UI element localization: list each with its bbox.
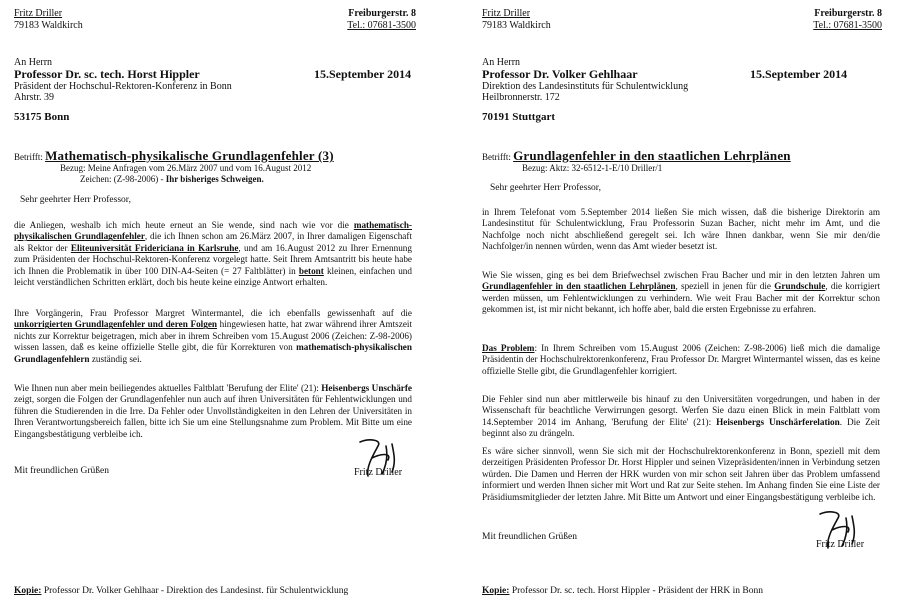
subject-label: Betrifft: (482, 152, 511, 162)
recipient-prefix: An Herrn (14, 57, 53, 68)
recipient-city: 53175 Bonn (14, 111, 70, 123)
reference-line-1: Bezug: Meine Anfragen vom 26.März 2007 und vom 16.August 2012 (60, 163, 312, 173)
sender-street: Freiburgerstr. 8 (814, 8, 882, 19)
recipient-name: Professor Dr. sc. tech. Horst Hippler (14, 67, 200, 81)
text-span: hingewiesen hatte, hat zwar während ihrer Amtszeit nichts zur Korrektur beigetragen, mich aber in ihrem Schreiben vom 15.August 2006 (Zeichen: Z-98-2006) wissen lassen, daß es keine offizielle Stelle gibt, die für Korrekturen von (14, 319, 412, 353)
emphasis: Eliteuniversität Fridericiana in Karlsruhe (70, 242, 239, 253)
copy-text: Professor Dr. sc. tech. Horst Hippler - Präsident der HRK in Bonn (509, 586, 764, 596)
subject-title: Mathematisch-physikalische Grundlagenfehler (3) (45, 148, 334, 163)
text-span: Ihre Vorgängerin, Frau Professor Margret Wintermantel, die ich ebenfalls gewissenhaft auf die (14, 308, 412, 318)
recipient-city: 70191 Stuttgart (482, 111, 556, 123)
signer-name: Fritz Driller (816, 539, 865, 550)
paragraph-1 (14, 220, 412, 288)
emphasis: unkorrigierten Grundlagenfehler und deren Folgen (14, 319, 218, 330)
recipient-street: Ahrstr. 39 (14, 92, 54, 103)
paragraph-5: Es wäre sicher sinnvoll, wenn Sie sich mit der Hochschulrektorenkonferenz in Bonn, speziell mit dem derzeitigen Präsidenten Professor Dr. Horst Hippler und seinen Vizepräsidenten/innen in Verbindung setzen würden. Die Damen und Herren der HRK wurden von mir schon seit Jahren über das Problem umfassend informiert und werden Ihnen sicher mit Wort und Rat zur Seite stehen. Im Anhang finden Sie eine Liste der Präsidiumsmitglieder der letzten Jahre. Mit Bitte um Antwort und einer Eingangsbestätigung verbleibe ich. (482, 446, 880, 502)
copy-text: Professor Dr. Volker Gehlhaar - Direktion des Landesinst. für Schulentwicklung (41, 586, 349, 596)
reference (522, 163, 662, 174)
sender-name: Fritz Driller (482, 8, 531, 19)
sender-phone: Tel.: 07681-3500 (347, 20, 416, 31)
emphasis: Heisenbergs Unschärfe (321, 383, 412, 393)
text-span: : In Ihrem Schreiben vom 15.August 2006 (Zeichen: Z-98-2006) ließ mich die damalige Präsidentin der Hochschulrektorenkonferenz, Frau Professor Dr. Margret Wintermantel wissen, das es keine offizielle Stelle gibt, die Grundlagenfehler korrigiert. (482, 343, 880, 376)
copy-line (482, 586, 763, 597)
emphasis: mathematisch-physikalischen Grundlagenfehlern (14, 342, 412, 364)
emphasis: betont (298, 265, 324, 276)
greeting: Sehr geehrter Herr Professor, (490, 183, 601, 193)
sender-address (482, 8, 551, 32)
sender-name: Fritz Driller (14, 8, 63, 19)
text-span: , und am 16.August 2012 zu Ihrer Ernennung zum Präsidenten der Hochschul-Rektoren-Konferenz vorgelegt hatte. Seit Ihrem Amtsantritt bis heute habe ich Ihnen die Problematik in über 100 DIN-A4-Seiten (= 27 Faltblätter) in (14, 242, 412, 276)
paragraph-3 (14, 383, 412, 440)
letter-date: 15.September 2014 (750, 67, 848, 81)
paragraph-1: in Ihrem Telefonat vom 5.September 2014 ließen Sie mich wissen, daß die bisherige Direktorin am Landesinstitut für Schulentwicklung, Frau Professorin Suzan Bacher, nicht mehr im Amt, und die Nachfolge noch nicht abschließend geregelt sei. Ich wäre Ihnen dankbar, wenn Sie mir den/die Nachfolger/in nennen würden, wenn das Amt wieder besetzt ist. (482, 207, 880, 252)
text-span: , die ich Ihnen schon am 26.März 2007, in Ihrer damaligen Eigenschaft als Rektor der (14, 231, 412, 253)
sender-contact (813, 8, 882, 32)
recipient-prefix: An Herrn (482, 57, 521, 68)
emphasis: Grundschule (774, 281, 826, 292)
greeting: Sehr geehrter Herr Professor, (20, 195, 131, 205)
sender-street: Freiburgerstr. 8 (348, 8, 416, 19)
sender-city: 79183 Waldkirch (14, 20, 83, 31)
emphasis: Heisenbergs Unschärferelation (716, 416, 840, 427)
recipient-title: Direktion des Landesinstituts für Schulentwicklung (482, 81, 689, 92)
paragraph-2 (14, 308, 412, 365)
recipient-name: Professor Dr. Volker Gehlhaar (482, 67, 638, 81)
text-span: Die Fehler sind nun aber mittlerweile bis hinauf zu den Universitäten vorgedrungen, und haben in der Wissenschaft für beachtliche Verwirrungen gesorgt. Werfen Sie dazu einen Blick in mein Faltblatt vom 14.September 2014 im Anhang, 'Berufung der Elite' (21): (482, 394, 880, 427)
copy-line (14, 586, 348, 597)
reference-note: Ihr bisheriges Schweigen. (165, 174, 264, 184)
text-span: zeigt, sorgen die Folgen der Grundlagenfehler nun auch auf ihren Universitäten für Fehlentwicklungen und führen die Studierenden in die Irre. Da Fehler oder Unvollständigkeiten in den Lehren der Universitäten in Ihren Verantwortungsbereich fallen, bitte ich Sie um eine Stellungsnahme zum Problem. Mit Bitte um eine Eingangsbestätigung verbleibe ich. (14, 394, 412, 439)
closing: Mit freundlichen Grüßen (14, 466, 109, 476)
subject-label: Betrifft: (14, 152, 43, 162)
recipient-address (14, 57, 314, 103)
recipient-street: Heilbronnerstr. 172 (482, 92, 560, 103)
text-span: Wie Ihnen nun aber mein beiliegendes aktuelles Faltblatt 'Berufung der Elite' (21): (14, 383, 322, 393)
reference (60, 163, 311, 185)
emphasis: Grundlagenfehler in den staatlichen Lehrplänen (482, 281, 676, 292)
paragraph-3 (482, 343, 880, 377)
reference-line-2 (60, 174, 311, 185)
closing: Mit freundlichen Grüßen (482, 532, 577, 542)
paragraph-2 (482, 270, 880, 316)
emphasis: mathematisch-physikalischen Grundlagenfehler (14, 220, 412, 242)
sender-address (14, 8, 83, 32)
emphasis: Das Problem (482, 343, 535, 353)
subject-title: Grundlagenfehler in den staatlichen Lehrplänen (513, 148, 791, 163)
letter-right (450, 0, 900, 608)
recipient-title: Präsident der Hochschul-Rektoren-Konferenz in Bonn (14, 81, 232, 92)
paragraph-4 (482, 394, 880, 440)
text-span: die Anliegen, weshalb ich mich heute erneut an Sie wende, sind nach wie vor die (14, 220, 354, 230)
letter-date: 15.September 2014 (314, 67, 412, 81)
text-span: zuständig sei. (89, 353, 142, 364)
copy-label: Kopie: (14, 586, 42, 596)
signer-name: Fritz Driller (354, 467, 403, 478)
text-span: , speziell in jenen für die (675, 281, 775, 292)
sender-phone: Tel.: 07681-3500 (813, 20, 882, 31)
text-span: , die korrigiert werden müssen, um Fehlentwicklungen zu verhindern. Wie weit Frau Bacher mit der Korrektur schon gekommen ist, ist mir nicht bekannt, ich hoffe aber, bald die ersten Ergebnisse zu erfahren. (482, 281, 881, 315)
reference-line-1: Bezug: Aktz: 32-6512-1-E/10 Driller/1 (522, 163, 663, 173)
copy-label: Kopie: (482, 586, 510, 596)
sender-contact (347, 8, 416, 32)
text-span: kleinen, einfachen und leicht verständlichen Schritten erklärt, doch bis heute keine einzige Antwort erhalten. (14, 265, 412, 288)
sender-city: 79183 Waldkirch (482, 20, 551, 31)
text-span: . Die Zeit beginnt also zu drängeln. (482, 416, 880, 439)
text-span: Wie Sie wissen, ging es bei dem Briefwechsel zwischen Frau Bacher und mir in den letzten Jahren um (482, 270, 880, 280)
reference-code: Zeichen: (Z-98-2006) - (80, 174, 166, 184)
recipient-address (482, 57, 782, 103)
